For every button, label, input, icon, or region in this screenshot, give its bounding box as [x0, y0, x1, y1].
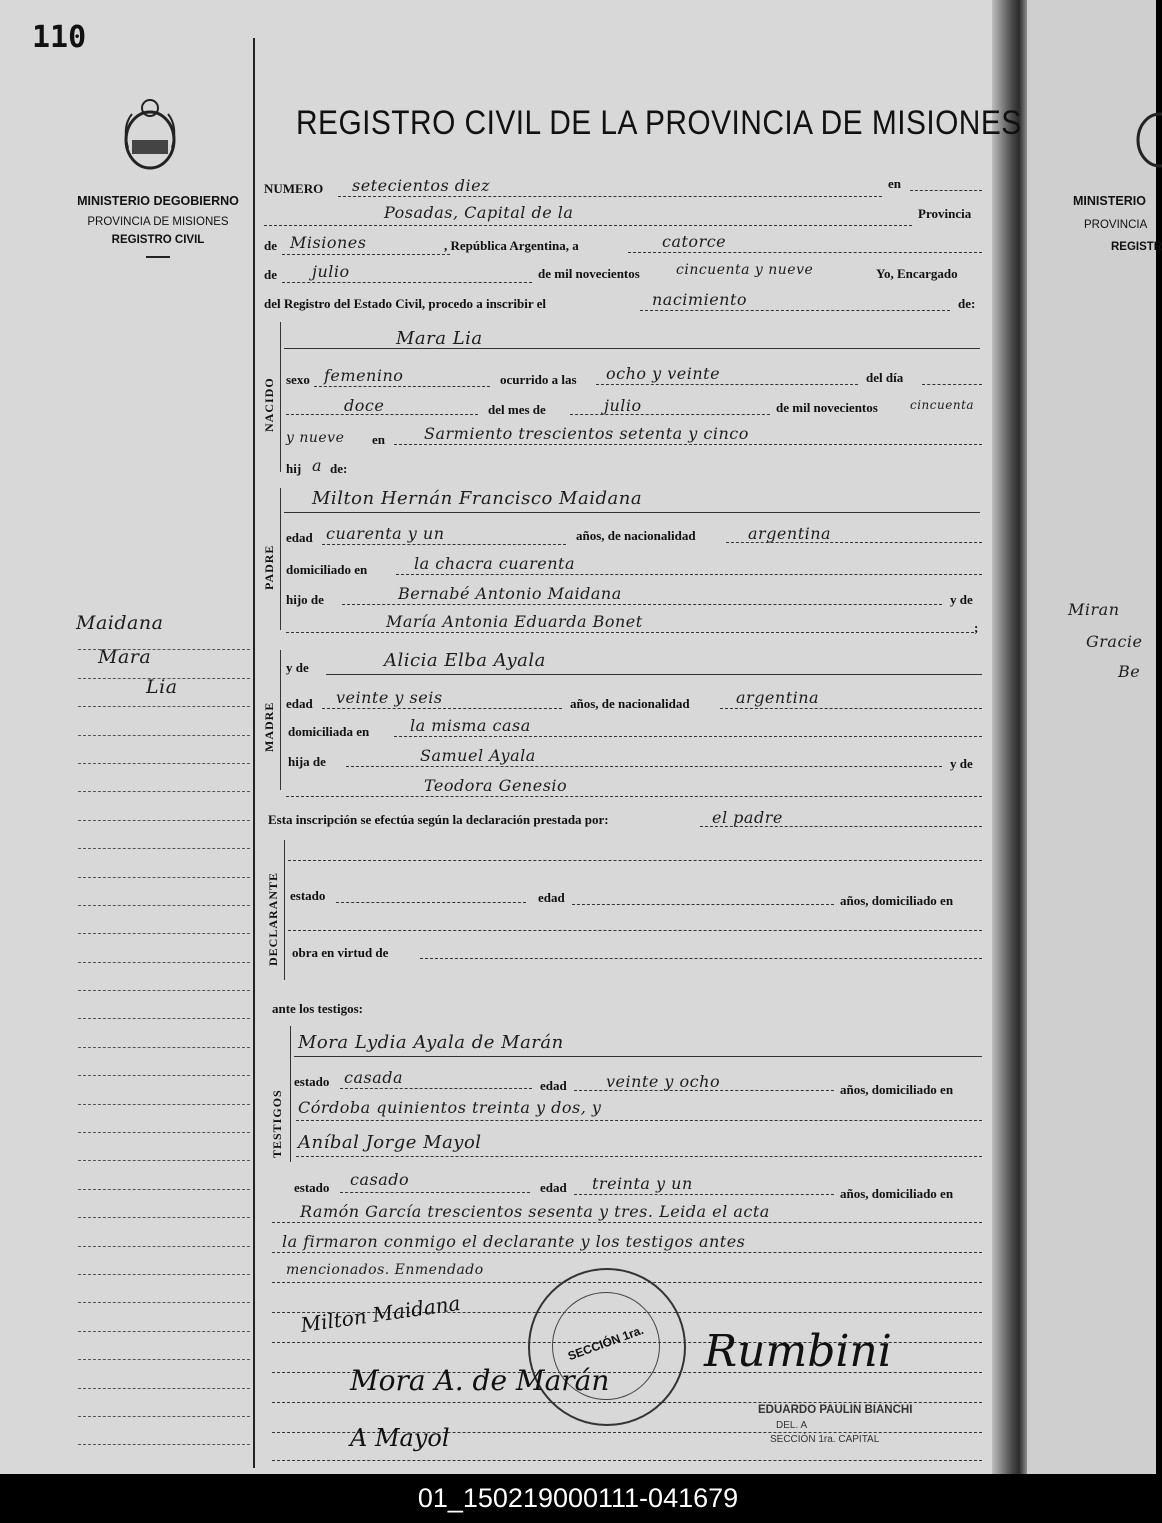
testigo2-estado: casado: [350, 1170, 410, 1189]
padre-edad-label: edad: [286, 530, 313, 545]
right-ministry-3: REGISTR: [1111, 241, 1162, 253]
signature-declarante: Milton Maidana: [299, 1290, 462, 1338]
provincia-value: Misiones: [290, 233, 367, 252]
testigo1-domicilio: Córdoba quinientos treinta y dos, y: [298, 1098, 602, 1117]
acto-value: nacimiento: [652, 290, 748, 309]
testigo2-domicilio: Ramón García trescientos sesenta y tres. Leida el acta: [300, 1202, 770, 1221]
declaracion-label: Esta inscripción se efectúa según la declaración prestada por:: [268, 812, 609, 827]
document-title: REGISTRO CIVIL DE LA PROVINCIA DE MISIONES: [296, 104, 1022, 142]
coat-of-arms-icon: [118, 96, 182, 172]
signature-testigo1: Mora A. de Marán: [350, 1364, 610, 1397]
padre-edad: cuarenta y un: [326, 524, 445, 543]
madre-domicilio: la misma casa: [410, 716, 531, 735]
testigo1-estado-label: estado: [294, 1074, 330, 1089]
testigo1-nombre: Mora Lydia Ayala de Marán: [298, 1032, 564, 1053]
testigo2-edad-label: edad: [540, 1180, 567, 1195]
yo-encargado-label: Yo, Encargado: [876, 266, 958, 281]
seal-text: SECCIÓN 1ra.: [565, 1322, 646, 1364]
testigos-intro: ante los testigos:: [272, 1001, 363, 1016]
del-mes-label: del mes de: [488, 402, 546, 417]
padre-nacionalidad-label: años, de nacionalidad: [576, 528, 696, 543]
testigo2-edad: treinta y un: [592, 1174, 693, 1193]
madre-hija-label: hija de: [288, 754, 326, 769]
madre-domicilio-label: domiciliada en: [288, 724, 370, 739]
declarante-obra-label: obra en virtud de: [292, 945, 389, 960]
padre-colon: ;: [974, 620, 979, 635]
testigo2-estado-label: estado: [294, 1180, 330, 1195]
stamp-line2: DEL. A: [776, 1420, 808, 1431]
mil-label: de mil novecientos: [538, 266, 640, 281]
anio-value: cincuenta y nueve: [676, 262, 814, 278]
declarante-estado-label: estado: [290, 888, 326, 903]
padre-domicilio: la chacra cuarenta: [414, 554, 575, 573]
right-note-2: Gracie: [1086, 632, 1143, 651]
margin-divider: [253, 38, 255, 1468]
margin-ruled-lines: [78, 622, 250, 1445]
right-note-1: Miran: [1068, 600, 1120, 619]
hij-de-label: de:: [330, 461, 348, 476]
padre-nacionalidad: argentina: [748, 524, 832, 543]
nacido-nombre: Mara Lia: [396, 328, 483, 349]
en-nac-label: en: [372, 432, 385, 447]
ministry-line1: MINISTERIO DEGOBIERNO: [77, 194, 239, 208]
margin-note-surname: Maidana: [76, 612, 164, 634]
registro-label: del Registro del Estado Civil, procedo a inscribir el: [264, 296, 547, 311]
del-dia-label: del día: [866, 370, 904, 385]
madre-y-de: y de: [286, 660, 309, 675]
lugar-value: Posadas, Capital de la: [384, 203, 574, 222]
de-label-1: de: [264, 238, 277, 253]
declarante-anios-label: años, domiciliado en: [840, 893, 954, 908]
declarante-edad-label: edad: [538, 890, 565, 905]
coat-of-arms-icon-right: [1132, 108, 1162, 168]
de-label-2: de: [264, 267, 277, 282]
testigo2-anios-label: años, domiciliado en: [840, 1186, 954, 1201]
signature-testigo2: A Mayol: [350, 1424, 450, 1452]
hij-value: a: [312, 456, 323, 475]
testigo1-edad-label: edad: [540, 1078, 567, 1093]
book-gutter: [992, 0, 1028, 1474]
ocurrido-label: ocurrido a las: [500, 372, 577, 387]
right-note-3: Be: [1118, 662, 1141, 681]
closing-line2: mencionados. Enmendado: [286, 1262, 484, 1278]
testigo1-estado: casada: [344, 1068, 404, 1087]
declarante-label: DECLARANTE: [266, 871, 280, 966]
stamp-line3: SECCIÓN 1ra. CAPITAL: [770, 1434, 880, 1445]
sexo-label: sexo: [286, 372, 310, 387]
ministry-header: [63, 194, 253, 258]
madre-label: MADRE: [262, 701, 276, 752]
testigo2-nombre: Aníbal Jorge Mayol: [298, 1132, 482, 1153]
testigo1-edad: veinte y ocho: [606, 1072, 721, 1091]
mil-nac-label: de mil novecientos: [776, 400, 878, 415]
sexo-value: femenino: [324, 366, 404, 385]
mes-value: julio: [312, 262, 350, 281]
image-id-footer: 01_150219000111-041679: [0, 1474, 1156, 1523]
signature-encargado: Rumbini: [704, 1326, 892, 1377]
anio-nac-a: cincuenta: [910, 398, 975, 412]
page-number: 110: [32, 20, 87, 55]
closing-line1: la firmaron conmigo el declarante y los testigos antes: [282, 1232, 746, 1251]
madre-nombre: Alicia Elba Ayala: [384, 650, 546, 671]
hora-value: ocho y veinte: [606, 364, 721, 383]
padre-padre: Bernabé Antonio Maidana: [398, 584, 622, 603]
anio-nac-b: y nueve: [286, 430, 345, 446]
declaracion-value: el padre: [712, 808, 783, 827]
dia-value: catorce: [662, 232, 727, 251]
en-label: en: [888, 176, 901, 191]
lugar-nacimiento: Sarmiento trescientos setenta y cinco: [424, 424, 749, 443]
madre-edad-label: edad: [286, 696, 313, 711]
padre-domicilio-label: domiciliado en: [286, 562, 368, 577]
padre-nombre: Milton Hernán Francisco Maidana: [312, 488, 643, 509]
padre-madre: María Antonia Eduarda Bonet: [386, 612, 643, 631]
padre-hijo-label: hijo de: [286, 592, 324, 607]
de-colon: de:: [958, 296, 976, 311]
stamp-line1: EDUARDO PAULIN BIANCHI: [758, 1404, 913, 1416]
dia-nacimiento: doce: [344, 396, 385, 415]
testigo1-anios-label: años, domiciliado en: [840, 1082, 954, 1097]
testigos-label: TESTIGOS: [270, 1089, 284, 1158]
right-ministry-2: PROVINCIA: [1084, 219, 1148, 231]
madre-edad: veinte y seis: [336, 688, 443, 707]
provincia-label: Provincia: [918, 206, 972, 221]
ministry-line3: REGISTRO CIVIL: [111, 234, 205, 246]
hij-label: hij: [286, 461, 302, 476]
margin-note-name2: Lia: [146, 676, 178, 698]
padre-y-de: y de: [950, 592, 973, 607]
ministry-line2: PROVINCIA DE MISIONES: [87, 216, 229, 228]
madre-nacionalidad-label: años, de nacionalidad: [570, 696, 690, 711]
madre-y-de-2: y de: [950, 756, 973, 771]
margin-note-name1: Mara: [98, 646, 152, 668]
padre-label: PADRE: [262, 544, 276, 590]
republica-label: , República Argentina, a: [444, 238, 579, 253]
right-ministry-1: MINISTERIO: [1073, 194, 1146, 208]
numero-value: setecientos diez: [352, 176, 491, 195]
mes-nacimiento: julio: [604, 396, 642, 415]
madre-madre: Teodora Genesio: [424, 776, 568, 795]
numero-label: NUMERO: [264, 181, 324, 196]
nacido-label: NACIDO: [262, 377, 276, 432]
madre-padre: Samuel Ayala: [420, 746, 536, 765]
madre-nacionalidad: argentina: [736, 688, 820, 707]
